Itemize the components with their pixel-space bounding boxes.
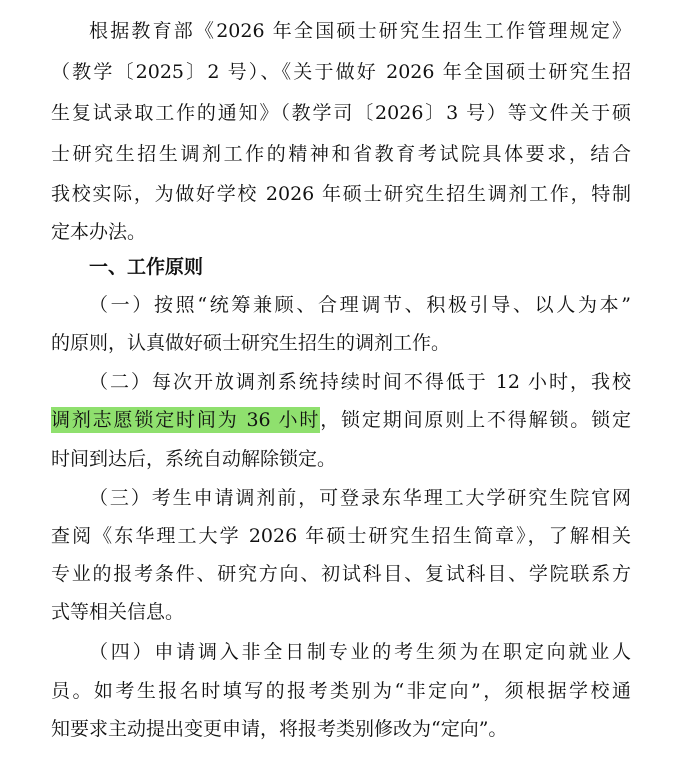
item4-line-3: 知要求主动提出变更申请，将报考类别修改为“定向”。 — [51, 718, 508, 740]
item3-line-4: 式等相关信息。 — [51, 601, 185, 623]
item3-line-2: 查阅《东华理工大学 2026 年硕士研究生招生简章》，了解相关 — [51, 525, 631, 547]
item2-line-1: （二）每次开放调剂系统持续时间不得低于 12 小时，我校 — [89, 371, 631, 393]
intro-line-1: 根据教育部《2026 年全国硕士研究生招生工作管理规定》 — [89, 20, 631, 42]
item4-line-1: （四）申请调入非全日制专业的考生须为在职定向就业人 — [89, 641, 631, 663]
highlighted-text: 调剂志愿锁定时间为 36 小时 — [51, 409, 321, 431]
item1-line-1: （一）按照“统筹兼顾、合理调节、积极引导、以人为本” — [89, 294, 631, 316]
section-heading-principles: 一、工作原则 — [89, 256, 204, 278]
intro-line-6: 定本办法。 — [51, 221, 147, 243]
intro-line-4: 士研究生招生调剂工作的精神和省教育考试院具体要求，结合 — [51, 143, 631, 165]
item4-line-2: 员。如考生报名时填写的报考类别为“非定向”，须根据学校通 — [51, 680, 631, 702]
item2-line-3: 时间到达后，系统自动解除锁定。 — [51, 448, 337, 470]
item2-line-2-rest: ，锁定期间原则上不得解锁。锁定 — [320, 409, 631, 431]
item3-line-3: 专业的报考条件、研究方向、初试科目、复试科目、学院联系方 — [51, 563, 631, 585]
item1-line-2: 的原则，认真做好硕士研究生招生的调剂工作。 — [51, 332, 451, 354]
intro-line-2: （教学〔2025〕2 号）、《关于做好 2026 年全国硕士研究生招 — [51, 61, 631, 83]
intro-line-3: 生复试录取工作的通知》（教学司〔2026〕3 号）等文件关于硕 — [51, 102, 631, 124]
intro-line-5: 我校实际，为做好学校 2026 年硕士研究生招生调剂工作，特制 — [51, 183, 631, 205]
item3-line-1: （三）考生申请调剂前，可登录东华理工大学研究生院官网 — [89, 487, 631, 509]
item2-line-2 — [51, 403, 631, 437]
